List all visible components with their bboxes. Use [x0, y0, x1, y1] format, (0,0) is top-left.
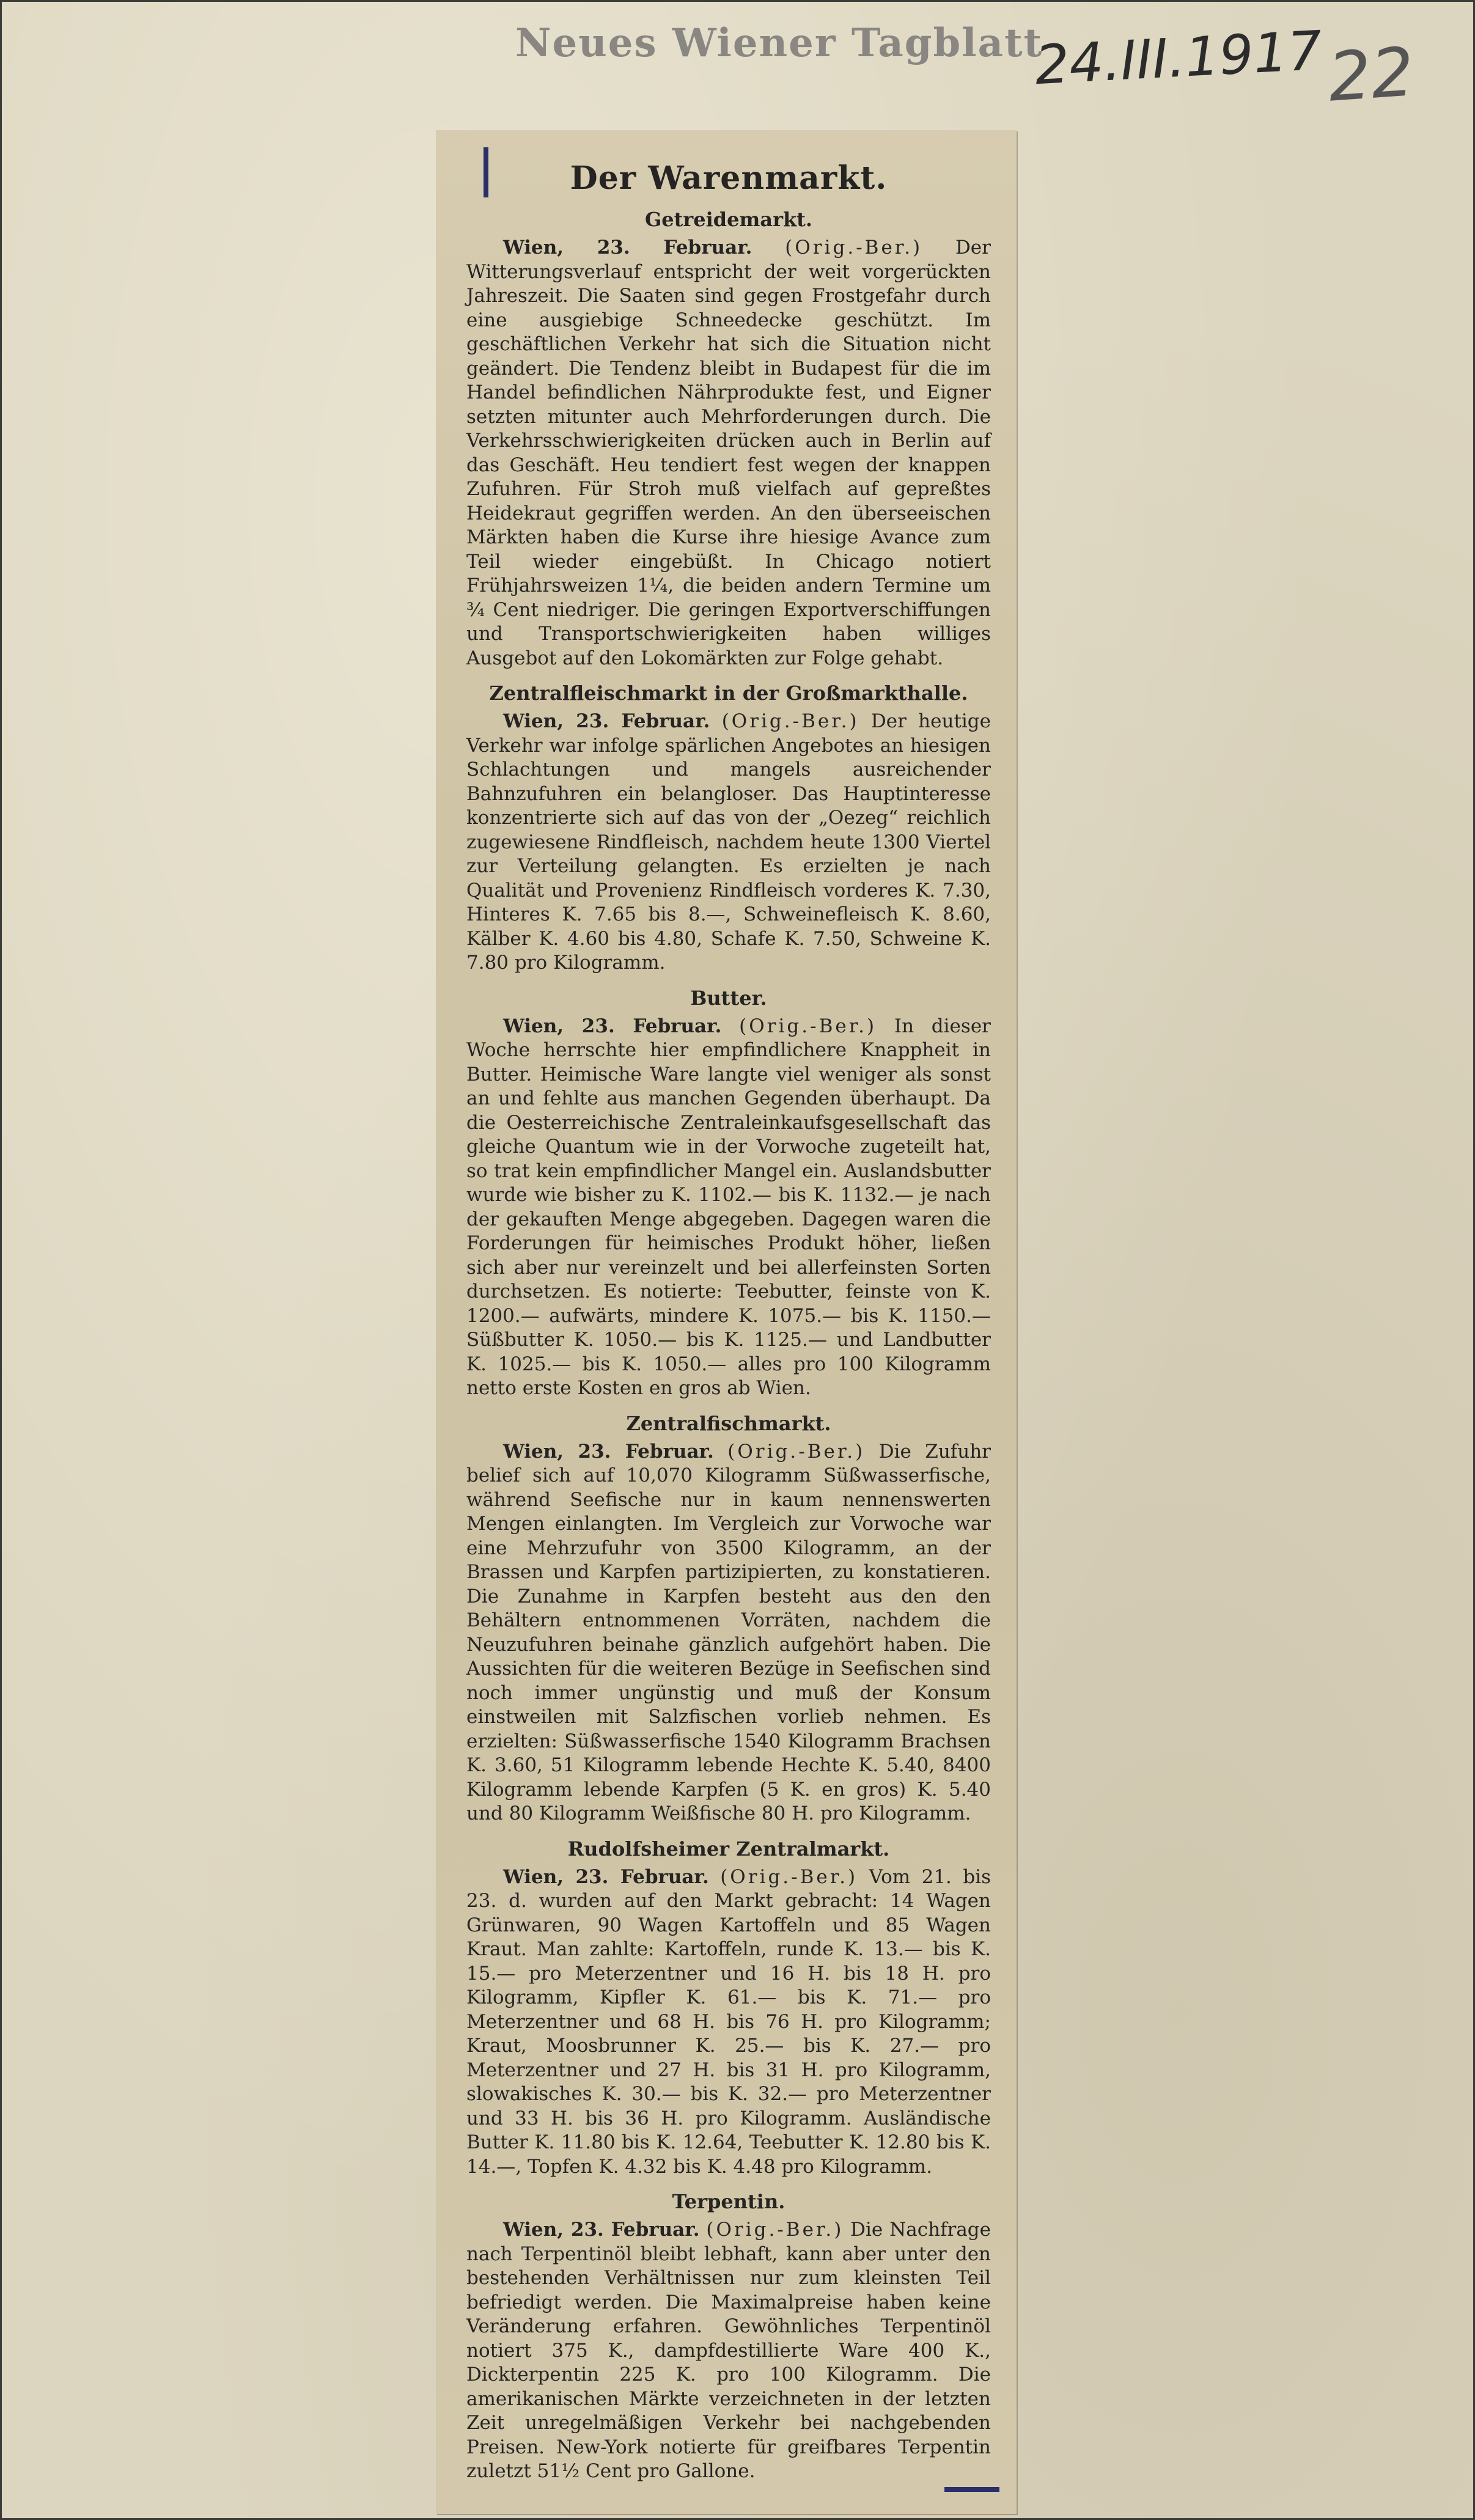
dateline: Wien, 23. Februar. — [503, 710, 710, 732]
blue-pencil-mark — [484, 147, 488, 197]
section-heading: Getreidemarkt. — [644, 208, 813, 231]
section-terpentin — [466, 2190, 991, 2484]
section-text: In dieser Woche herrschte hier empfindlichere Knappheit in Butter. Heimische Ware langte viel weniger als sonst an und fehlte aus manchen Gegenden überhaupt. Da die Oesterreichische Zentraleinkaufsgesellschaft das gleiche Quantum wie in der Vorwoche zugeteilt hat, so trat kein empfindlicher Mangel ein. Auslandsbutter wurde wie bisher zu K. 1102.— bis K. 1132.— je nach der gekauften Menge abgegeben. Dagegen waren die Forderungen für heimisches Produkt höher, ließen sich aber nur vereinzelt und bei allerfeinsten Sorten durchsetzen. Es notierte: Teebutter, feinste von K. 1200.— aufwärts, mindere K. 1075.— bis K. 1150.— Süßbutter K. 1050.— bis K. 1125.— und Landbutter K. 1025.— bis K. 1050.— alles pro 100 Kilogramm netto erste Kosten en gros ab Wien. — [466, 1015, 991, 1399]
section-heading: Butter. — [690, 986, 767, 1010]
section-heading: Rudolfsheimer Zentralmarkt. — [567, 1837, 890, 1861]
section-text: Der heutige Verkehr war infolge spärlichen Angebotes an hiesigen Schlachtungen und mangels ausreichender Bahnzufuhren ein belangloser. Das Hauptinteresse konzentrierte sich auf das von der „Oezeg“ reichlich zugewiesene Rindfleisch, nachdem heute 1300 Viertel zur Verteilung gelangten. Es erzielten je nach Qualität und Provenienz Rindfleisch vorderes K. 7.30, Hinteres K. 7.65 bis 8.—, Schweinefleisch K. 8.60, Kälber K. 4.60 bis 4.80, Schafe K. 7.50, Schweine K. 7.80 pro Kilogramm. — [466, 710, 991, 974]
blue-pencil-underline — [944, 2487, 999, 2492]
article-title: Der Warenmarkt. — [570, 160, 888, 197]
source-note: (Orig.-Ber.) — [727, 1440, 866, 1463]
section-body — [466, 1865, 991, 2180]
newspaper-clipping — [436, 130, 1017, 2514]
section-body — [466, 2218, 991, 2484]
source-note: (Orig.-Ber.) — [720, 1865, 858, 1888]
handwritten-date: 24.III.1917 — [1033, 18, 1324, 97]
dateline: Wien, 23. Februar. — [503, 1865, 709, 1888]
section-heading: Zentralfischmarkt. — [626, 1411, 831, 1435]
section-rudolfsheimer-zentralmarkt — [466, 1837, 991, 2180]
section-heading: Terpentin. — [672, 2190, 785, 2213]
section-zentralfischmarkt — [466, 1412, 991, 1826]
dateline: Wien, 23. Februar. — [503, 237, 752, 259]
section-body — [466, 1015, 991, 1401]
section-text: Die Nachfrage nach Terpentinöl bleibt lebhaft, kann aber unter den bestehenden Verhältnissen nur zum kleinsten Teil befriedigt werden. Die Maximalpreise haben keine Veränderung erfahren. Gewöhnliches Terpentinöl notiert 375 K., dampfdestillierte Ware 400 K., Dickterpentin 225 K. pro 100 Kilogramm. Die amerikanischen Märkte verzeichneten in der letzten Zeit unregelmäßigen Verkehr bei nachgebenden Preisen. New-York notierte für greifbares Terpentin zuletzt 51½ Cent pro Gallone. — [466, 2219, 991, 2482]
section-body — [466, 710, 991, 975]
source-note: (Orig.-Ber.) — [721, 710, 859, 732]
section-text: Die Zufuhr belief sich auf 10,070 Kilogramm Süßwasserfische, während Seefische nur in kaum nennenswerten Mengen einlangten. Im Vergleich zur Vorwoche war eine Mehrzufuhr von 3500 Kilogramm, an der Brassen und Karpfen partizipierten, zu konstatieren. Die Zunahme in Karpfen besteht aus den den Behältern entnommenen Vorräten, nachdem die Neuzufuhren beinahe gänzlich aufgehört haben. Die Aussichten für die weiteren Bezüge in Seefischen sind noch immer ungünstig und muß der Konsum einstweilen mit Salzfischen vorlieb nehmen. Es erzielten: Süßwasserfische 1540 Kilogramm Brachsen K. 3.60, 51 Kilogramm lebende Hechte K. 5.40, 8400 Kilogramm lebende Karpfen (5 K. en gros) K. 5.40 und 80 Kilogramm Weißfische 80 H. pro Kilogramm. — [466, 1440, 991, 1824]
dateline: Wien, 23. Februar. — [503, 2219, 700, 2241]
dateline: Wien, 23. Februar. — [503, 1015, 722, 1037]
source-note: (Orig.-Ber.) — [739, 1015, 877, 1037]
source-note: (Orig.-Ber.) — [785, 237, 923, 259]
newspaper-name-stamp: Neues Wiener Tagblatt — [515, 20, 1043, 66]
section-zentralfleischmarkt — [466, 681, 991, 975]
section-getreidemarkt — [466, 208, 991, 670]
section-text: Vom 21. bis 23. d. wurden auf den Markt gebracht: 14 Wagen Grünwaren, 90 Wagen Kartoffeln und 85 Wagen Kraut. Man zahlte: Kartoffeln, runde K. 13.— bis K. 15.— pro Meterzentner und 16 H. bis 18 H. pro Kilogramm, Kipfler K. 61.— bis K. 71.— pro Meterzentner und 68 H. bis 76 H. pro Kilogramm; Kraut, Moosbrunner K. 25.— bis K. 27.— pro Meterzentner und 27 H. bis 31 H. pro Kilogramm, slowakisches K. 30.— bis K. 32.— pro Meterzentner und 33 H. bis 36 H. pro Kilogramm. Ausländische Butter K. 11.80 bis K. 12.64, Teebutter K. 12.80 bis K. 14.—, Topfen K. 4.32 bis K. 4.48 pro Kilogramm. — [466, 1865, 991, 2178]
section-heading: Zentralfleischmarkt in der Großmarkthalle. — [489, 681, 968, 705]
section-text: Der Witterungsverlauf entspricht der weit vorgerückten Jahreszeit. Die Saaten sind gegen Frostgefahr durch eine ausgiebige Schneedecke geschützt. Im geschäftlichen Verkehr hat sich die Situation nicht geändert. Die Tendenz bleibt in Budapest für die im Handel befindlichen Nährprodukte fest, und Eigner setzten mitunter auch Mehrforderungen durch. Die Verkehrsschwierigkeiten drücken auch in Berlin auf das Geschäft. Heu tendiert fest wegen der knappen Zufuhren. Für Stroh muß vielfach auf gepreßtes Heidekraut gegriffen werden. An den überseeischen Märkten haben die Kurse ihre hiesige Avance zum Teil wieder eingebüßt. In Chicago notiert Frühjahrsweizen 1¼, die beiden andern Termine um ¾ Cent niedriger. Die geringen Exportverschiffungen und Transportschwierigkeiten haben williges Ausgebot auf den Lokomärkten zur Folge gehabt. — [466, 237, 991, 669]
source-note: (Orig.-Ber.) — [706, 2219, 844, 2241]
section-body — [466, 1440, 991, 1826]
section-butter — [466, 986, 991, 1401]
handwritten-number: 22 — [1325, 32, 1417, 117]
dateline: Wien, 23. Februar. — [503, 1440, 714, 1463]
section-body — [466, 236, 991, 670]
